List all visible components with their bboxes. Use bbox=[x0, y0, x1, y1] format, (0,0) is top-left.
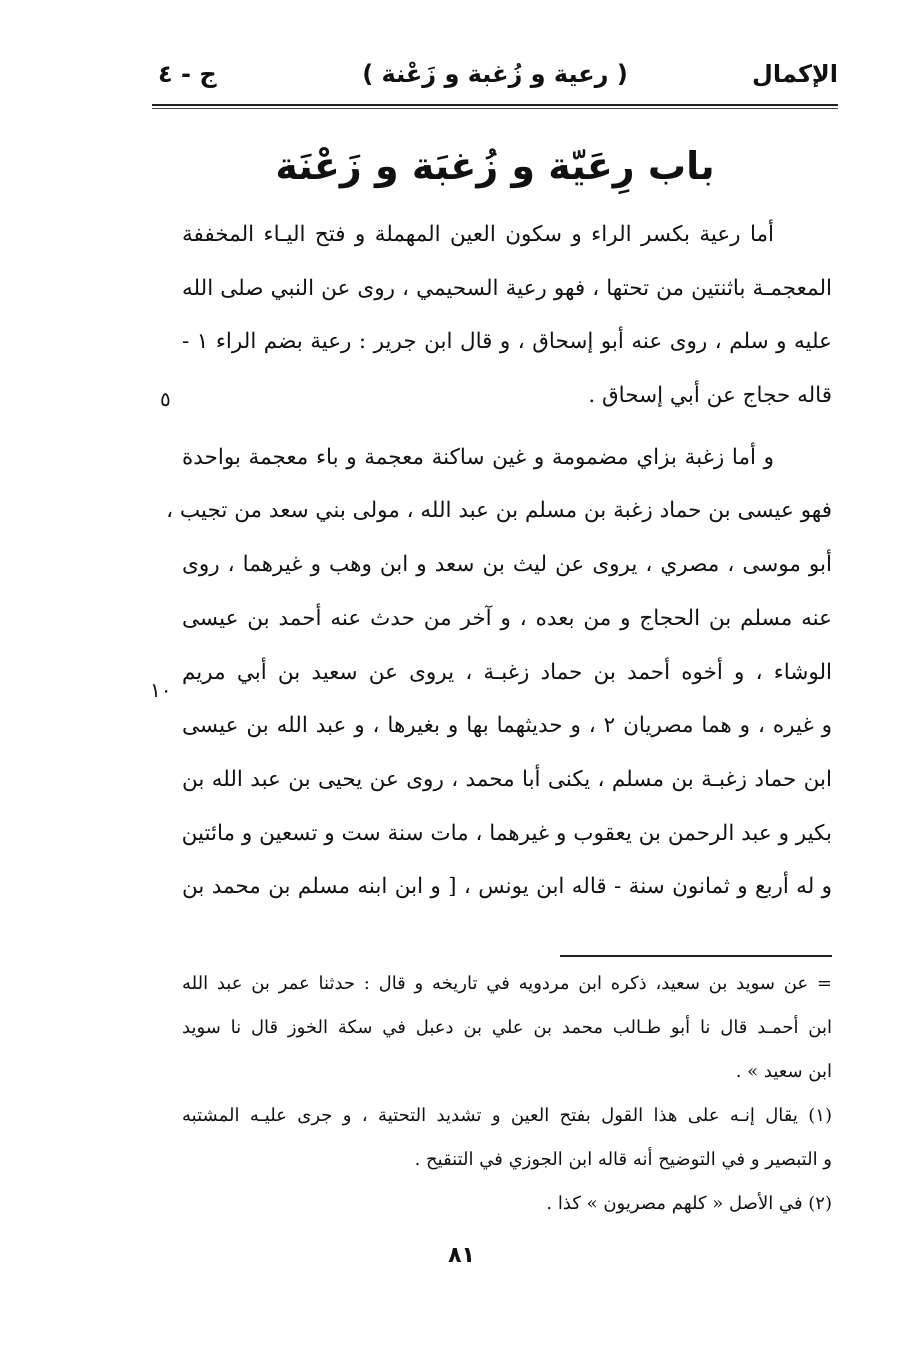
text-line: قاله حجاج عن أبي إسحاق . bbox=[588, 383, 832, 409]
text-line: عليه و سلم ، روى عنه أبو إسحاق ، و قال ابن جرير : رعية بضم الراء ١ - bbox=[182, 329, 832, 355]
text-line: عنه مسلم بن الحجاج و من بعده ، و آخر من حدث عنه أحمد بن عيسى bbox=[182, 605, 832, 631]
line-number-marker: ١٠ bbox=[150, 678, 172, 702]
footnote-line: ابن سعيد » . bbox=[735, 1061, 832, 1082]
entry-title: ( رعية و زُغبة و زَعْنة ) bbox=[362, 60, 628, 88]
footnote-line: (١) يقال إنـه على هذا القول بفتح العين و تشديد التحتية ، و جرى عليـه المشتبه bbox=[182, 1105, 832, 1126]
footnote-line: و التبصير و في التوضيح أنه قاله ابن الجوزي في التنقيح . bbox=[414, 1149, 832, 1170]
text-line: المعجمـة باثنتين من تحتها ، فهو رعية السحيمي ، روى عن النبي صلى الله bbox=[182, 275, 832, 301]
body-text bbox=[166, 208, 832, 914]
text-line: أما رعية بكسر الراء و سكون العين المهملة و فتح اليـاء المخففة bbox=[182, 222, 774, 247]
text-line: بكير و عبد الرحمن بن يعقوب و غيرهما ، مات سنة ست و تسعين و مائتين bbox=[181, 820, 832, 846]
page-number: ٨١ bbox=[448, 1243, 475, 1268]
text-line: أبو موسى ، مصري ، يروى عن ليث بن سعد و ابن وهب و غيرهما ، روى bbox=[182, 552, 832, 578]
footnote-line: (٢) في الأصل « كلهم مصريون » كذا . bbox=[546, 1193, 832, 1214]
text-line: و له أربع و ثمانون سنة - قاله ابن يونس ، [ و ابن ابنه مسلم بن محمد بن bbox=[182, 874, 832, 900]
line-number-marker: ٥ bbox=[160, 387, 171, 411]
text-line: و غيره ، و هما مصريان ٢ ، و حديثهما بها و بغيرها ، و عبد الله بن عيسى bbox=[182, 713, 832, 739]
text-line: و أما زغبة بزاي مضمومة و غين ساكنة معجمة و باء معجمة بواحدة bbox=[182, 444, 774, 470]
volume-label: ج - ٤ bbox=[158, 60, 217, 88]
text-line: فهو عيسى بن حماد زغبة بن مسلم بن عبد الله ، مولى بني سعد من تجيب ، bbox=[166, 498, 832, 524]
footnote-line: = عن سويد بن سعيد، ذكره ابن مردويه في تاريخه و قال : حدثنا عمر بن عبد الله bbox=[182, 973, 832, 994]
book-title: الإكمال bbox=[752, 60, 838, 88]
header-rule-thin bbox=[152, 108, 838, 109]
footnote-separator bbox=[560, 955, 832, 957]
running-header bbox=[152, 52, 838, 102]
chapter-title: باب رِعَيّة و زُغبَة و زَعْنَة bbox=[275, 144, 715, 188]
text-line: الوشاء ، و أخوه أحمد بن حماد زغبـة ، يروى عن سعيد بن أبي مريم bbox=[182, 659, 832, 685]
text-line: ابن حماد زغبـة بن مسلم ، يكنى أبا محمد ، روى عن يحيى بن عبد الله بن bbox=[182, 766, 832, 792]
footnotes bbox=[182, 962, 832, 1226]
footnote-line: ابن أحمـد قال نا أبو طـالب محمد بن علي بن دعبل في سكة الخوز قال نا سويد bbox=[182, 1017, 832, 1038]
header-rule bbox=[152, 104, 838, 106]
